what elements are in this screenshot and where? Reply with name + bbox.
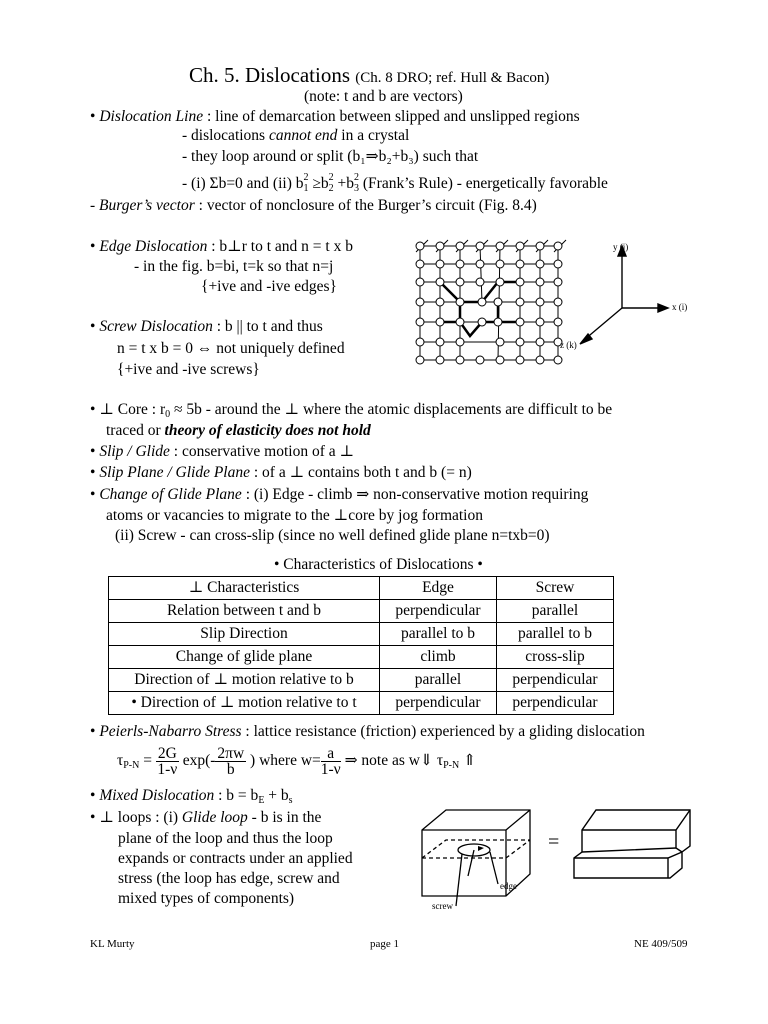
page-title — [189, 63, 550, 87]
edge-line-2: {+ive and -ive edges} — [201, 278, 337, 295]
table-row: Slip Direction parallel to b parallel to b — [109, 623, 614, 646]
change-glide-2: (ii) Screw - can cross-slip (since no well defined glide plane n=txb=0) — [115, 527, 550, 544]
loops-line-4: mixed types of components) — [118, 890, 295, 907]
axis-label-x: x (i) — [672, 302, 688, 312]
axes-figure — [572, 240, 672, 370]
footer-page: page 1 — [370, 938, 400, 950]
title-note: (note: t and b are vectors) — [304, 88, 463, 105]
loops-line-1: plane of the loop and thus the loop — [118, 830, 333, 847]
fig-label-edge: edge — [500, 881, 517, 891]
fraction-2g: $\frac{2G}{1-\nu}$ — [157, 745, 178, 778]
screw-line-2: {+ive and -ive screws} — [117, 361, 260, 378]
table-header-cell: ⊥ Characteristics — [109, 577, 380, 600]
screw-dislocation: • Screw Dislocation : b || to t and thus — [90, 318, 323, 335]
edge-dislocation-lattice-figure — [410, 236, 570, 380]
axis-label-z: z (k) — [560, 340, 577, 350]
table-row: Direction of ⊥ motion relative to b parallel perpendicular — [109, 669, 614, 692]
table-header-cell: Edge — [380, 577, 497, 600]
peierls-equation: $\tau_{P-N}$ = $\frac{2G}{1-\nu}$ exp(- $\frac{2\pi w}{b}$ ) where w= $\frac{a}{1-\nu}$ ⇒ note as w⇓ $\tau_{P-N}$ ⇑ — [117, 745, 477, 778]
slipped-block-figure — [572, 806, 694, 898]
table-row: Relation between t and b perpendicular parallel — [109, 600, 614, 623]
table-row: Change of glide plane climb cross-slip — [109, 646, 614, 669]
change-glide-1: atoms or vacancies to migrate to the ⊥core by jog formation — [106, 507, 483, 524]
glide-loop-block-figure — [418, 806, 538, 910]
mixed-dislocation: • Mixed Dislocation : $b = b_E + b_s$ — [90, 787, 293, 806]
dislocation-line-2: - they loop around or split (b₁⇒b₂+b₃) such that — [182, 148, 479, 165]
table-header-cell: Screw — [497, 577, 614, 600]
change-glide-plane: • Change of Glide Plane : (i) Edge - climb ⇒ non-conservative motion requiring — [90, 486, 589, 503]
title-ref: (Ch. 8 DRO; ref. Hull & Bacon) — [355, 70, 550, 86]
fraction-2piw: $\frac{2\pi w}{b}$ — [217, 745, 245, 778]
table-header — [109, 577, 614, 600]
footer-course: NE 409/509 — [634, 938, 688, 950]
title-main: Ch. 5. Dislocations — [189, 63, 350, 87]
dislocation-loops: • ⊥ loops : (i) Glide loop - b is in the — [90, 809, 322, 826]
dislocation-core: • ⊥ Core : $r_0 \approx 5b$ - around the ⊥ where the atomic displacements are difficult to be — [90, 401, 613, 420]
axis-label-y: y (j) — [613, 242, 629, 252]
characteristics-table — [108, 576, 614, 715]
loops-line-3: stress (the loop has edge, screw and — [118, 870, 340, 887]
franks-rule: - (i) Σb=0 and (ii) b 2 $_1$ ≥b 2 $_2$ +b 2 $_3$ (Frank’s Rule) - energetically favorable — [182, 172, 608, 194]
fig-label-screw: screw — [432, 901, 453, 911]
loops-line-2: expands or contracts under an applied — [118, 850, 353, 867]
equals-sign: = — [548, 831, 560, 853]
table-title: • Characteristics of Dislocations • — [274, 556, 483, 573]
dislocation-core-2: traced or theory of elasticity does not hold — [106, 422, 371, 439]
edge-dislocation: • Edge Dislocation : b⊥r to t and n = t x b — [90, 238, 353, 255]
screw-line-1: n = t x b = 0 ⇔ not uniquely defined — [117, 340, 345, 357]
dislocation-line-1: - dislocations cannot end in a crystal — [182, 127, 410, 144]
slip-plane: • Slip Plane / Glide Plane : of a ⊥ contains both t and b (= n) — [90, 464, 472, 481]
table-row: • Direction of ⊥ motion relative to t perpendicular perpendicular — [109, 692, 614, 715]
dislocation-line: • Dislocation Line : line of demarcation between slipped and unslipped regions — [90, 108, 580, 125]
edge-line-1: - in the fig. b=bi, t=k so that n=j — [134, 258, 334, 275]
slip-glide: • Slip / Glide : conservative motion of a ⊥ — [90, 443, 355, 460]
footer-author: KL Murty — [90, 938, 135, 950]
peierls-nabarro-stress: • Peierls-Nabarro Stress : lattice resistance (friction) experienced by a gliding dislocation — [90, 723, 645, 740]
fraction-a: $\frac{a}{1-\nu}$ — [320, 745, 341, 778]
burgers-vector: - Burger’s vector : vector of nonclosure of the Burger’s circuit (Fig. 8.4) — [90, 197, 537, 214]
